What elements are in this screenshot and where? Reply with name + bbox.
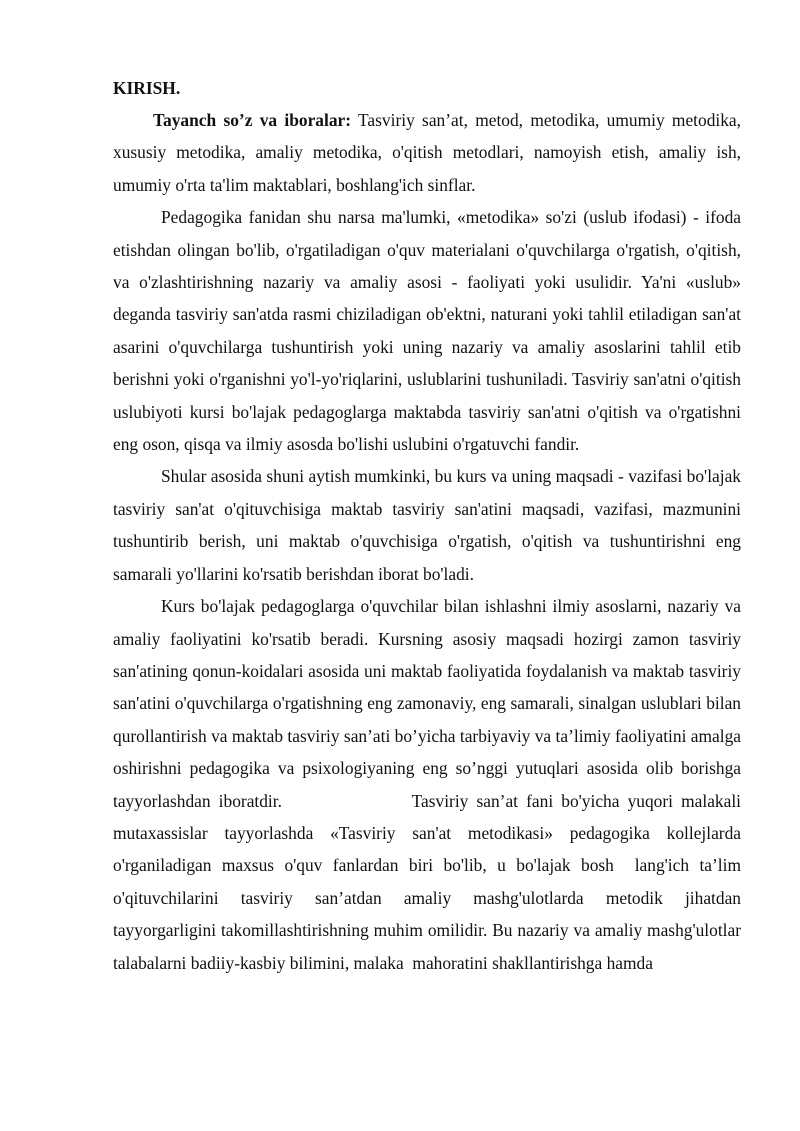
body-paragraph-3: Kurs bo'lajak pedagoglarga o'quvchilar bilan ishlashni ilmiy asoslarni, nazariy va amaliy faoliyatini ko'rsatib beradi. Kursning asosiy maqsadi hozirgi zamon tasviriy san'atining qonun-koidalari asosida uni maktab faoliyatida foydalanish va maktab tasviriy san'atini o'quvchilarga o'rgatishning eng zamonaviy, eng samarali, sinalgan uslublari bilan qurollantirish va maktab tasviriy san’ati bo’yicha tarbiyaviy va ta’limiy faoliyatini amalga oshirishni pedagogika va psixologiyaning eng so’nggi yutuqlari asosida olib borishga tayyorlashdan iboratdir. Tasviriy san’at fani bo'yicha yuqori malakali mutaxassislar tayyorlashda «Tasviriy san'at metodikasi» pedagogika kollejlarda o'rganiladigan maxsus o'quv fanlardan biri bo'lib, u bo'lajak bosh lang'ich ta’lim o'qituvchilarini tasviriy san’atdan amaliy mashg'ulotlarda metodik jihatdan tayyorgarligini takomillashtirishning muhim omilidir. Bu nazariy va amaliy mashg'ulotlar talabalarni badiiy-kasbiy bilimini, malaka mahoratini shakllantirishga hamda (113, 596, 746, 973)
keywords-label: Tayanch so’z va iboralar: (153, 110, 352, 130)
body-paragraph-1: Pedagogika fanidan shu narsa ma'lumki, «metodika» so'zi (uslub ifodasi) - ifoda etishdan olingan bo'lib, o'rgatiladigan o'quv materialani o'quvchilarga o'rgatish, o'qitish, va o'zlashtirishning nazariy va amaliy asosi - faoliyati yoki usulidir. Ya'ni «uslub» deganda tasviriy san'atda rasmi chiziladigan ob'ektni, naturani yoki tahlil etiladigan san'at asarini o'quvchilarga tushuntirish yoki uning nazariy va amaliy asoslarini tahlil etib berishni yoki o'rganishni yo'l-yo'riqlarini, uslublarini tushuniladi. Tasviriy san'atni o'qitish uslubiyoti kursi bo'lajak pedagoglarga maktabda tasviriy san'atni o'qitish va o'rgatishni eng oson, qisqa va ilmiy asosda bo'lishi uslubini o'rgatuvchi fandir. (113, 207, 741, 455)
keywords-text: Tasviriy san’at, metod, metodika, umumiy metodika, xususiy metodika, amaliy metodika, o'qitish metodlari, namoyish etish, amaliy ish, umumiy o'rta ta'lim maktablari, boshlang'ich sinflar. (113, 110, 741, 195)
keywords-paragraph (113, 104, 741, 201)
section-heading: KIRISH. (113, 78, 181, 98)
body-paragraph-2: Shular asosida shuni aytish mumkinki, bu kurs va uning maqsadi - vazifasi bo'lajak tasviriy san'at o'qituvchisiga maktab tasviriy san'atini maqsadi, vazifasi, mazmunini tushuntirib berish, uni maktab o'quvchisiga o'rgatish, o'qitish va tushuntirishni eng samarali yo'llarini ko'rsatib berishdan iborat bo'ladi. (113, 466, 741, 584)
document-page (113, 72, 746, 979)
